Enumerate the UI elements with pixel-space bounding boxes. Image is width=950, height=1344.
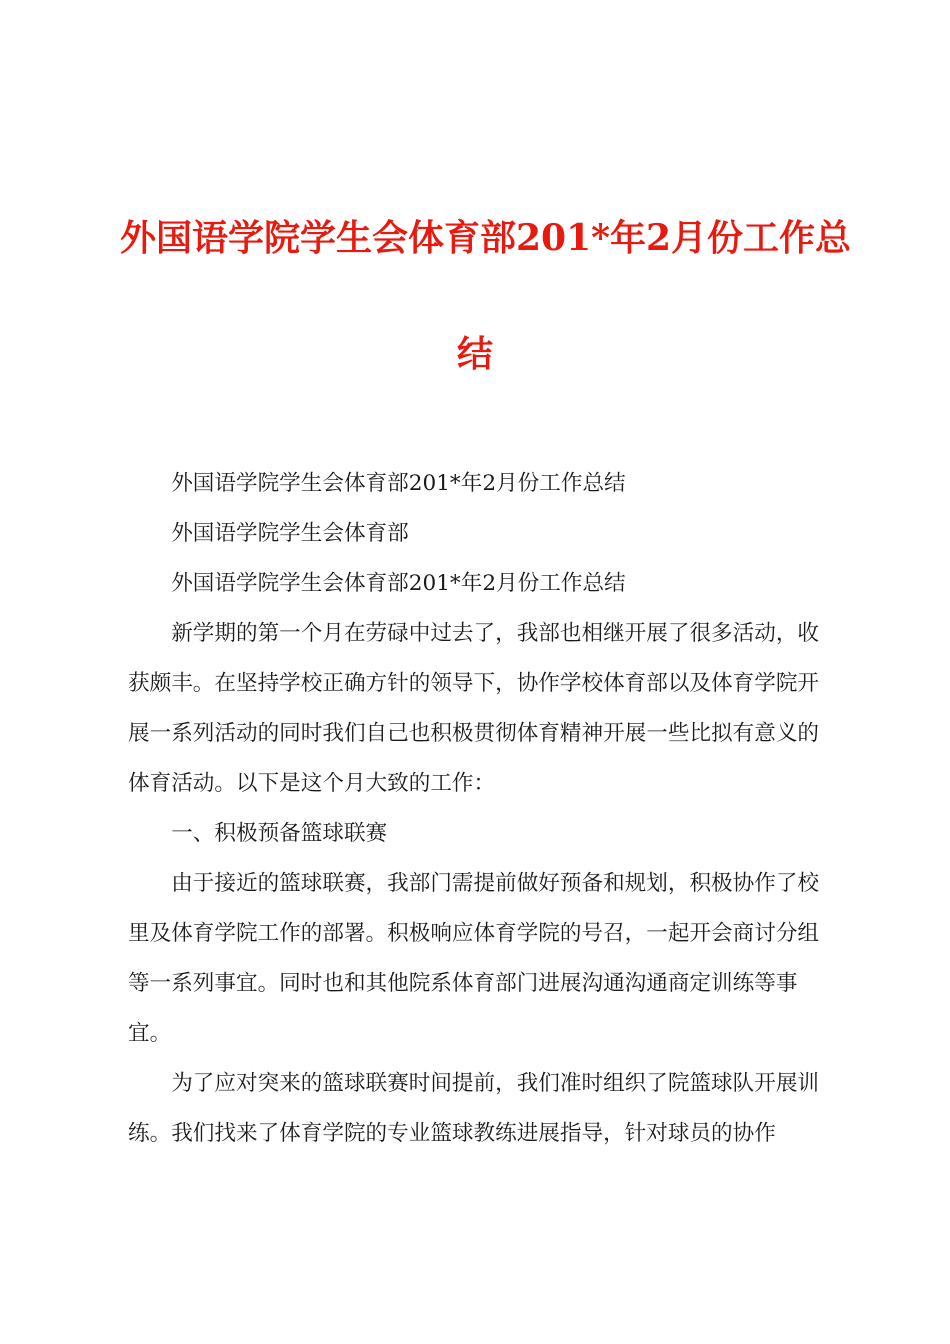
document-title-line-1: 外国语学院学生会体育部201*年2月份工作总: [120, 217, 852, 259]
body-paragraph-7: 为了应对突来的篮球联赛时间提前，我们准时组织了院篮球队开展训练。我们找来了体育学院的专业篮球教练进展指导，针对球员的协作: [128, 1071, 820, 1146]
body-paragraph-6: 由于接近的篮球联赛，我部门需提前做好预备和规划，积极协作了校里及体育学院工作的部署。积极响应体育学院的号召，一起开会商讨分组等一系列事宜。同时也和其他院系体育部门进展沟通沟通商定训练等事宜。: [128, 871, 820, 1046]
body-paragraph-2: 外国语学院学生会体育部: [171, 521, 409, 546]
document-title-line-2: 结: [456, 333, 493, 375]
body-paragraph-5-heading: 一、积极预备篮球联赛: [171, 821, 388, 846]
body-paragraph-4: 新学期的第一个月在劳碌中过去了，我部也相继开展了很多活动，收获颇丰。在坚持学校正确方针的领导下，协作学校体育部以及体育学院开展一系列活动的同时我们自己也积极贯彻体育精神开展一些比拟有意义的体育活动。以下是这个月大致的工作：: [128, 621, 820, 796]
body-paragraph-3: 外国语学院学生会体育部201*年2月份工作总结: [171, 571, 626, 596]
document-body: [128, 459, 828, 1159]
body-paragraph-1: 外国语学院学生会体育部201*年2月份工作总结: [171, 471, 626, 496]
